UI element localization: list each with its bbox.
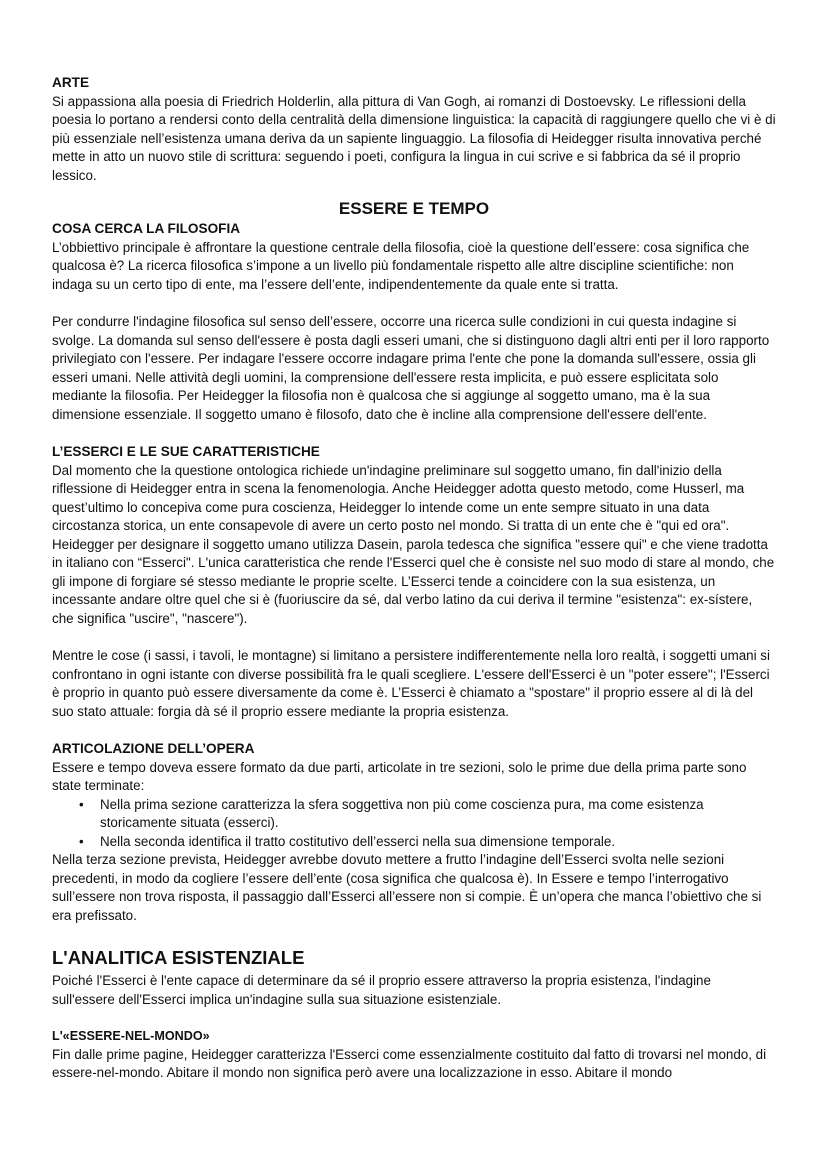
articolazione-list — [52, 796, 776, 852]
heading-articolazione: ARTICOLAZIONE DELL’OPERA — [52, 741, 255, 756]
list-item-text: Nella prima sezione caratterizza la sfera soggettiva non più come coscienza pura, ma come esistenza storicamente situata (esserci). — [100, 796, 704, 830]
paragraph-articolazione-intro: Essere e tempo doveva essere formato da due parti, articolate in tre sezioni, solo le prime due della prima parte sono state terminate: — [52, 759, 747, 793]
list-item — [79, 833, 776, 852]
heading-cosa-cerca-la-filosofia: COSA CERCA LA FILOSOFIA — [52, 221, 241, 236]
list-item-text: Nella seconda identifica il tratto costitutivo dell’esserci nella sua dimensione temporale. — [100, 833, 616, 849]
bullet-icon: • — [79, 833, 84, 849]
list-item — [79, 796, 776, 833]
heading-essere-nel-mondo: L'«ESSERE-NEL-MONDO» — [52, 1029, 210, 1043]
section-articolazione — [52, 740, 776, 925]
section-esserci — [52, 443, 776, 721]
section-analitica — [52, 946, 776, 1083]
section-cosa-cerca — [52, 220, 776, 424]
heading-esserci: L’ESSERCI E LE SUE CARATTERISTICHE — [52, 444, 320, 459]
paragraph-analitica: Poiché l'Esserci è l'ente capace di determinare da sé il proprio essere attraverso la propria esistenza, l'indagine sull'essere dell'Esserci implica un'indagine sulla sua situazione esistenziale. — [52, 973, 711, 1007]
paragraph-arte: Si appassiona alla poesia di Friedrich Holderlin, alla pittura di Van Gogh, ai romanzi di Dostoevsky. Le riflessioni della poesia lo portano a rendersi conto della centralità della dimensione linguistica: la capacità di raggiungere quello che vi è di più essenziale nell’esistenza umana deriva da un sapiente linguaggio. La filosofia di Heidegger risulta innovativa perché mette in atto un nuovo stile di scrittura: seguendo i poeti, configura la lingua in cui scrive e si fabbrica da sé il proprio lessico. — [52, 93, 776, 183]
bullet-icon: • — [79, 796, 84, 812]
section-arte — [52, 74, 776, 185]
paragraph-cosa-cerca-2: Per condurre l'indagine filosofica sul senso dell’essere, occorre una ricerca sulle condizioni in cui questa indagine si svolge. La domanda sul senso dell'essere è posta dagli esseri umani, che si distinguono dagli altri enti per il loro rapporto privilegiato con l'essere. Per indagare l'essere occorre indagare prima l'ente che pone la domanda sull'essere, ossia gli esseri umani. Nelle attività degli uomini, la comprensione dell'essere resta implicita, e può essere esplicitata solo mediante la filosofia. Per Heidegger la filosofia non è qualcosa che si aggiunge al soggetto umano, ma è la sua dimensione essenziale. Il soggetto umano è filosofo, dato che è incline alla comprensione dell'essere dell'ente. — [52, 314, 770, 422]
heading-arte: ARTE — [52, 75, 90, 90]
title-analitica-esistenziale: L'ANALITICA ESISTENZIALE — [52, 947, 305, 968]
title-essere-e-tempo: ESSERE E TEMPO — [338, 199, 490, 218]
paragraph-esserci-1: Dal momento che la questione ontologica richiede un'indagine preliminare sul soggetto umano, fin dall'inizio della riflessione di Heidegger entra in scena la fenomenologia. Anche Heidegger adotta questo metodo, come Husserl, ma quest’ultimo lo concepiva come pura coscienza, Heidegger lo intende come un ente sempre situato in una data circostanza storica, un ente consapevole di avere un certo posto nel mondo. Si tratta di un ente che è "qui ed ora". Heidegger per designare il soggetto umano utilizza Dasein, parola tedesca che significa "essere qui" e che viene tradotta in italiano con “Esserci". L'unica caratteristica che rende l'Esserci quel che è consiste nel suo modo di stare al mondo, che gli impone di forgiare sé stesso mediante le proprie scelte. L’Esserci tende a coincidere con la sua esistenza, un incessante andare oltre quel che si è (fuoriuscire da sé, dal verbo latino da cui deriva il termine "esistenza": ex-sístere, che significa "uscire", "nascere"). — [52, 462, 775, 626]
paragraph-articolazione-outro: Nella terza sezione prevista, Heidegger avrebbe dovuto mettere a frutto l’indagine dell’Esserci svolta nelle sezioni precedenti, in modo da cogliere l’essere dell’ente (cosa significa che qualcosa è). In Essere e tempo l’interrogativo sull’essere non trova risposta, il passaggio dall’Esserci all’essere non si compie. È un’opera che manca l’obiettivo che si era prefissato. — [52, 852, 762, 923]
paragraph-esserci-2: Mentre le cose (i sassi, i tavoli, le montagne) si limitano a persistere indifferentemente nella loro realtà, i soggetti umani si confrontano in ogni istante con diverse possibilità fra le quali scegliere. L'essere dell'Esserci è un "poter essere"; l'Esserci è proprio in quanto può essere diversamente da come è. L’Esserci è chiamato a "spostare" il proprio essere al di là del suo stato attuale: forgia dà sé il proprio essere mediante la propria esistenza. — [52, 648, 770, 719]
paragraph-essere-nel-mondo: Fin dalle prime pagine, Heidegger caratterizza l'Esserci come essenzialmente costituito dal fatto di trovarsi nel mondo, di essere-nel-mondo. Abitare il mondo non significa però avere una localizzazione in esso. Abitare il mondo — [52, 1046, 767, 1080]
paragraph-cosa-cerca-1: L’obbiettivo principale è affrontare la questione centrale della filosofia, cioè la questione dell’essere: cosa significa che qualcosa è? La ricerca filosofica s’impone a un livello più fondamentale rispetto alle altre discipline scientifiche: non indaga su un certo tipo di ente, ma l’essere dell’ente, indipendentemente da quale ente si tratta. — [52, 239, 750, 292]
